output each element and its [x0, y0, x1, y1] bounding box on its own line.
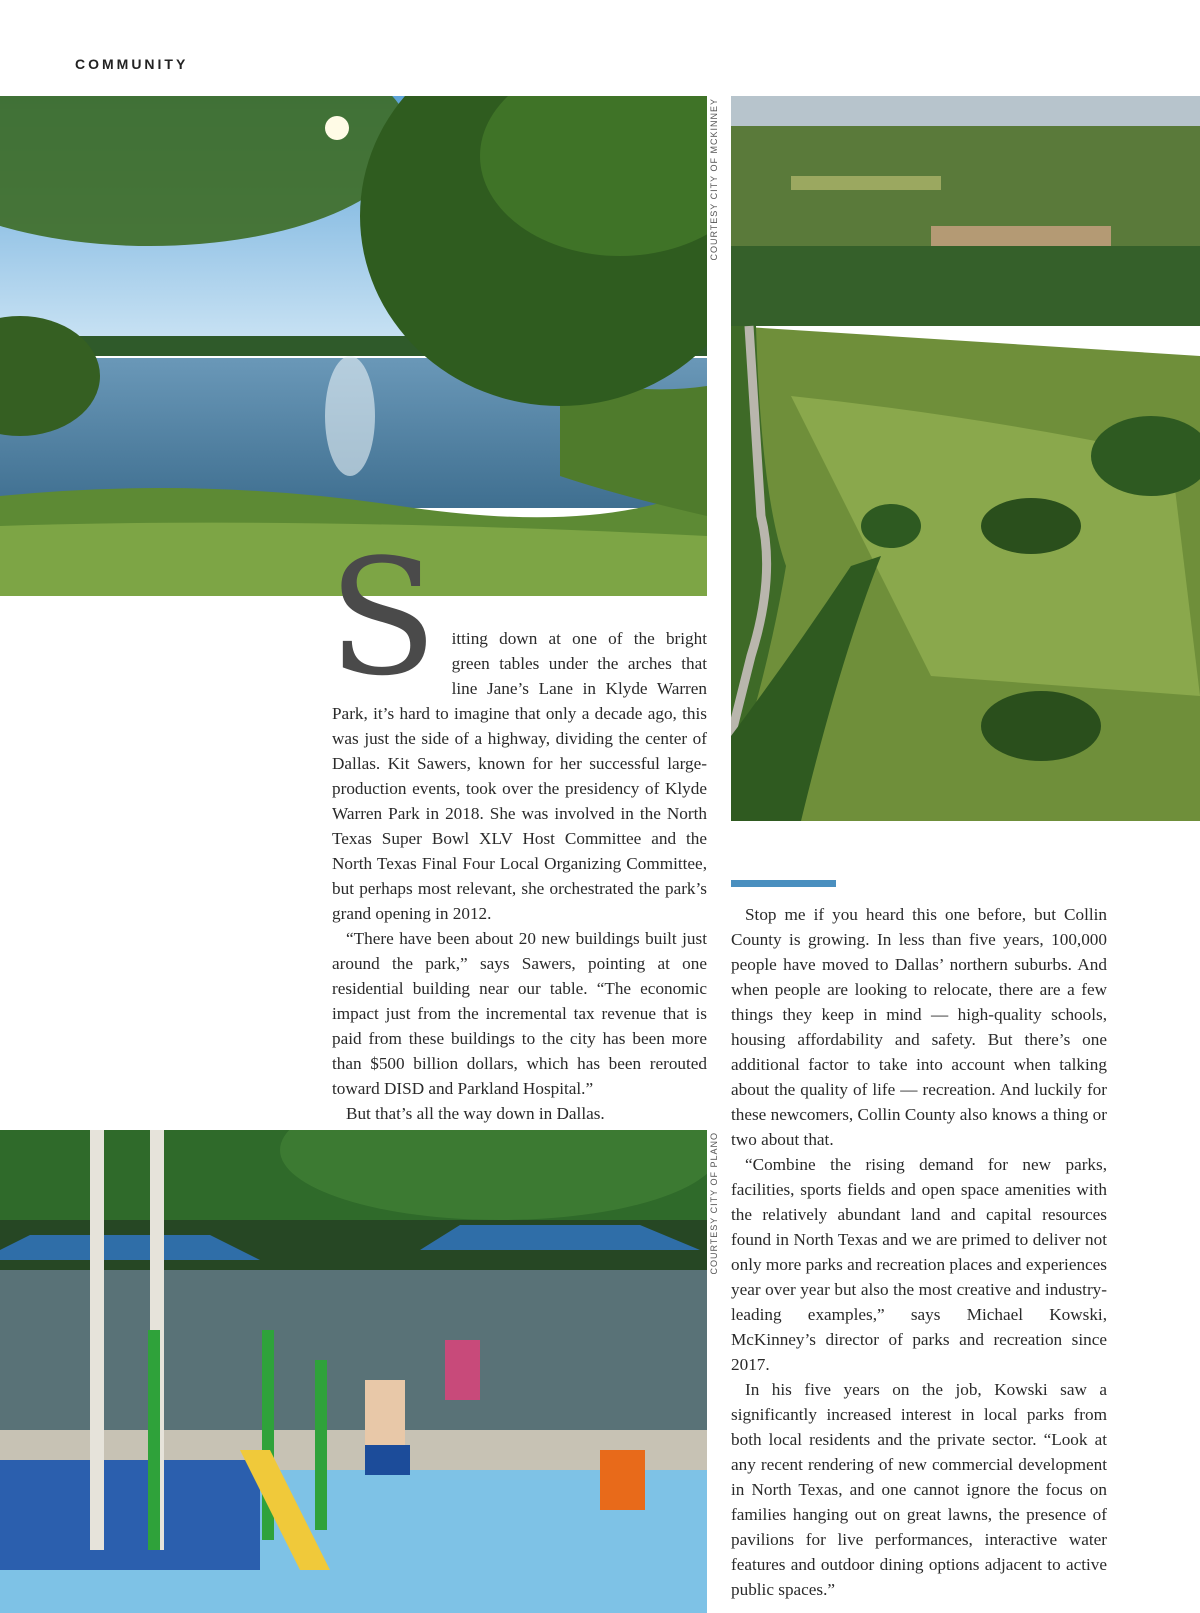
article-paragraph: Stop me if you heard this one before, but Collin County is growing. In less than five years, 100,000 people have moved to Dallas’ northern suburbs. And when people are looking to relocate, there are a few things they keep in mind — high-quality schools, housing affordability and safety. But there’s one additional factor to take into account when talking about the quality of life — recreation. And luckily for these newcomers, Collin County also knows a thing or two about that.	[731, 905, 1107, 1149]
article-paragraph: In his five years on the job, Kowski saw a significantly increased interest in local parks from both local residents and the private sector. “Look at any recent rendering of new commercial development in North Texas, and one cannot ignore the focus on families hanging out on great lawns, the presence of pavilions for live performances, interactive water features and outdoor dining options adjacent to active public spaces.”	[731, 1380, 1107, 1599]
splash-pad-photo	[0, 1130, 707, 1613]
splash-photo-credit: COURTESY CITY OF PLANO	[709, 1132, 719, 1275]
section-label: COMMUNITY	[75, 56, 189, 72]
article-paragraph: “There have been about 20 new buildings built just around the park,” says Sawers, pointing at one residential building near our table. “The economic impact just from the incremental tax revenue that is paid from these buildings to the city has been more than $500 billion dollars, which has been rerouted toward DISD and Parkland Hospital.”	[332, 929, 707, 1098]
article-left-column	[328, 524, 707, 1126]
article-paragraph: itting down at one of the bright green tables under the arches that line Jane’s Lane in Klyde Warren Park, it’s hard to imagine that only a decade ago, this was just the side of a highway, dividing the center of Dallas. Kit Sawers, known for her successful large-production events, took over the presidency of Klyde Warren Park in 2018. She was involved in the North Texas Super Bowl XLV Host Committee and the North Texas Final Four Local Organizing Committee, but perhaps most relevant, she orchestrated the park’s grand opening in 2012.	[332, 629, 707, 923]
aerial-park-photo	[731, 96, 1200, 821]
drop-cap: S	[328, 524, 438, 711]
aerial-photo-credit: COURTESY CITY OF MCKINNEY	[709, 98, 719, 261]
lake-photo	[0, 96, 707, 596]
article-paragraph: But that’s all the way down in Dallas.	[346, 1104, 605, 1123]
article-right-column	[731, 902, 1107, 1602]
article-paragraph: “Combine the rising demand for new parks, facilities, sports fields and open space amenities with the relatively abundant land and capital resources found in North Texas and we are primed to deliver not only more parks and recreation places and experiences year over year but also the most creative and industry-leading examples,” says Michael Kowski, McKinney’s director of parks and recreation since 2017.	[731, 1155, 1107, 1374]
section-divider-bar	[731, 880, 836, 887]
